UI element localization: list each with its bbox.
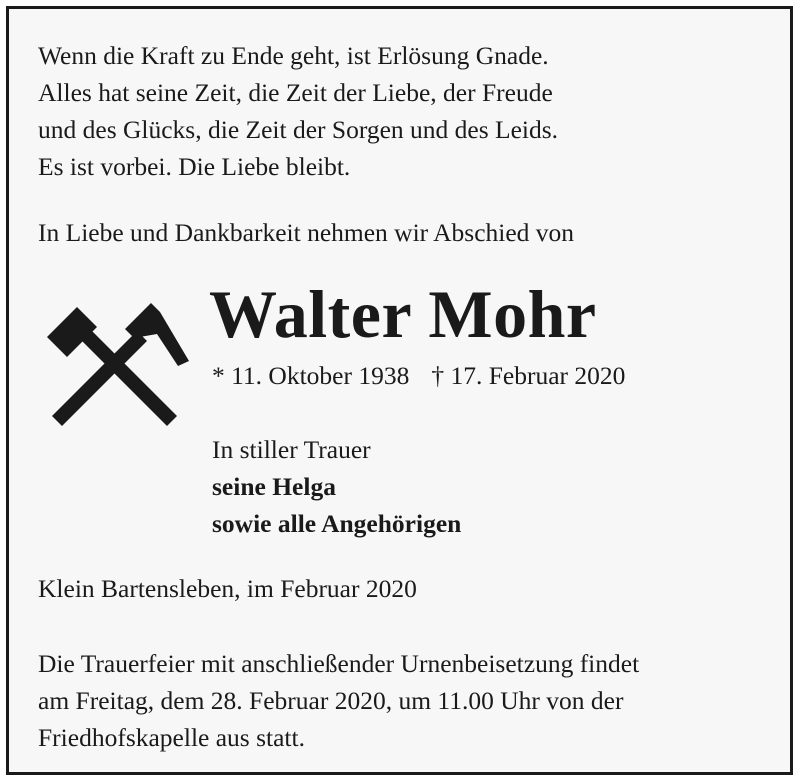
farewell-intro: In Liebe und Dankbarkeit nehmen wir Abschied von: [38, 218, 575, 247]
mourner-name: seine Helga: [212, 472, 336, 501]
life-dates: [212, 361, 625, 391]
hammer-and-pick-icon: [39, 299, 189, 434]
funeral-notice: [38, 645, 639, 756]
obituary-frame: [6, 6, 793, 775]
deceased-name: Walter Mohr: [209, 276, 597, 352]
funeral-line: Die Trauerfeier mit anschließender Urnenbeisetzung findet: [38, 649, 640, 678]
funeral-line: Friedhofskapelle aus statt.: [38, 723, 305, 752]
birth-date: * 11. Oktober 1938: [212, 361, 410, 390]
place-and-date: Klein Bartensleben, im Februar 2020: [38, 574, 417, 603]
death-date: † 17. Februar 2020: [431, 361, 626, 390]
mourners-block: [212, 431, 461, 542]
funeral-line: am Freitag, dem 28. Februar 2020, um 11.00 Uhr von der: [38, 686, 624, 715]
verse-line: Es ist vorbei. Die Liebe bleibt.: [38, 152, 351, 181]
verse: [38, 37, 558, 185]
mourner-name: sowie alle Angehörigen: [212, 509, 462, 538]
verse-line: Wenn die Kraft zu Ende geht, ist Erlösung Gnade.: [38, 41, 549, 70]
verse-line: und des Glücks, die Zeit der Sorgen und des Leids.: [38, 115, 559, 144]
mourning-heading: In stiller Trauer: [212, 435, 371, 464]
verse-line: Alles hat seine Zeit, die Zeit der Liebe, der Freude: [38, 78, 553, 107]
